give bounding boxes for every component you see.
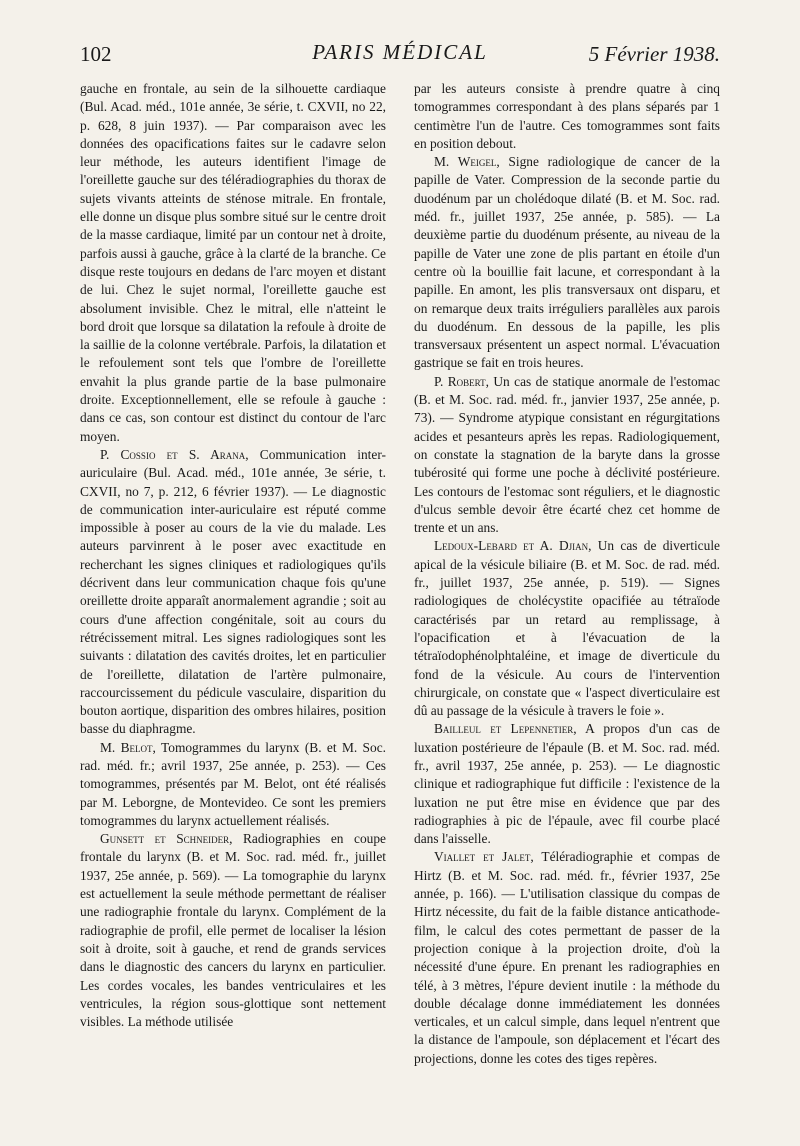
author-names: Gunsett et Schneider xyxy=(100,831,230,847)
paragraph-text: , Communication inter-auriculaire (Bul. Acad. méd., 101e année, 3e série, t. CXVII, no 7, p. 212, 6 février 1937). — Le diagnostic de communication inter-auriculaire est réputé comme impossible à poser au cours de la vie du malade. Les auteurs parvinrent à le poser avec exactitude en recherchant les signes cliniques et radiologiques qu'ils décrivent dans leur communication chaque fois qu'une oreillette droite apparaît anormalement agrandie ; soit au cours d'une affection congénitale, soit au cours du rétrécissement mitral. Les signes radiologiques sont les suivants : dilatation des cavités droites, let en particulier de l'oreillette, dilatation de l'artère pulmonaire, raccourcissement du pédicule vasculaire, disparition du bouton aortique, disparition des ombres hilaires, position basse du diaphragme. xyxy=(80,446,386,737)
right-column xyxy=(414,80,720,1068)
paragraph xyxy=(414,153,720,373)
paragraph-text: , A propos d'un cas de luxation postérieure de l'épaule (B. et M. Soc. rad. méd. fr., avril 1937, 25e année, p. 253). — Le diagnostic clinique et radiographique fut difficile : l'existence de la luxation ne put être mise en évidence que par des radiographies à pic de l'épaule, avec fil courbe placé dans l'aisselle. xyxy=(414,721,721,847)
left-column xyxy=(80,80,386,1031)
paragraph xyxy=(414,720,720,848)
paragraph-text: gauche en frontale, au sein de la silhouette cardiaque (Bul. Acad. méd., 101e année, 3e série, t. CXVII, no 22, p. 628, 8 juin 1937). — Par comparaison avec les données des opacifications faites sur le cadavre selon leur méthode, les auteurs identifient l'image de l'oreillette gauche sur des téléradiographies du thorax de sujets vivants atteints de sténose mitrale. En frontale, elle donne un disque plus sombre situé sur le centre droit de la masse cardiaque, limité par un contour net à droite, parfois aussi à gauche, grâce à la clarté de la branche. Ce disque reste toujours en dedans de l'arc moyen et distant de lui. Chez le sujet normal, l'oreillette gauche est absolument invisible. Chez le mitral, elle n'atteint le bord droit que lorsque sa dilatation la refoule à droite de la saillie de la colonne vertébrale. Parfois, la dilatation et le refoulement sont tels que l'ombre de l'oreillette envahit la plus grande partie de la base pulmonaire droite. Exceptionnellement, elle se refoule à gauche : dans ce cas, son contour est distinct du contour de l'arc moyen. xyxy=(80,81,386,444)
paragraph-text: , Tomogrammes du larynx (B. et M. Soc. rad. méd. fr.; avril 1937, 25e année, p. 253). — Ces tomogrammes, présentés par M. Belot, ont été réalisés par M. Leborgne, de Montevideo. Ce sont les premiers tomogrammes du larynx actuellement réalisés. xyxy=(80,739,386,828)
paragraph-text: , Téléradiographie et compas de Hirtz (B. et M. Soc. rad. méd. fr., février 1937, 25e année, p. 166). — L'utilisation classique du compas de Hirtz nécessite, du fait de la faible distance anticathode-film, le calcul des cotes permettant de passer de la projection conique à la projection droite, d'où la nécessité d'une épure. En prenant les radiographies en télé, à 3 mètres, l'épure devient inutile : la méthode du double décalage donne immédiatement les données verticales, et un calcul simple, dans lequel n'entrent que la distance de l'ampoule, son déplacement et l'écart des projections, donne les cotes des tiges repères. xyxy=(414,849,720,1066)
author-names: Ledoux-Lebard et A. Djian xyxy=(434,538,589,554)
paragraph xyxy=(414,80,720,153)
journal-title: PARIS MÉDICAL xyxy=(312,40,488,64)
paragraph xyxy=(414,848,720,1068)
paragraph-text: par les auteurs consiste à prendre quatre à cinq tomogrammes correspondant à des plans séparés par 1 centimètre l'un de l'autre. Ces tomogrammes sont faits en position debout. xyxy=(414,81,720,151)
page-number: 102 xyxy=(80,42,112,66)
page-header xyxy=(80,40,720,70)
author-names: Bailleul et Lepennetier xyxy=(434,721,574,737)
author-names: P. Robert xyxy=(434,373,486,389)
paragraph-text: , Radiographies en coupe frontale du larynx (B. et M. Soc. rad. méd. fr., juillet 1937, 25e année, p. 569). — La tomographie du larynx est actuellement la seule méthode permettant de réaliser une radiographie frontale du larynx. Complément de la radiographie de profil, elle permet de localiser la lésion soit à droite, soit à gauche, et rend de grands services dans le diagnostic des cancers du larynx en particulier. Les cordes vocales, les bandes ventriculaires et les ventricules, la région sous-glottique sont nettement visibles. La méthode utilisée xyxy=(80,831,386,1030)
paragraph xyxy=(80,80,386,446)
author-names: M. Belot xyxy=(100,739,153,755)
paragraph-text: , Un cas de statique anormale de l'estomac (B. et M. Soc. rad. méd. fr., janvier 1937, 25e année, p. 73). — Syndrome atypique consistant en régurgitations acides et pesanteurs après les repas. Radiologiquement, on constate la stagnation de la baryte dans la grosse tubérosité qui forme une poche à déclivité postérieure. Les contours de l'estomac sont réguliers, et le diagnostic d'ulcus semble devoir être écarté chez cet homme de trente et un ans. xyxy=(414,373,720,536)
paragraph xyxy=(80,830,386,1031)
paragraph xyxy=(80,446,386,739)
issue-date: 5 Février 1938. xyxy=(588,42,720,66)
paragraph xyxy=(414,537,720,720)
author-names: M. Weigel xyxy=(434,154,497,170)
paragraph xyxy=(414,373,720,538)
author-names: Viallet et Jalet xyxy=(434,849,531,865)
paragraph-text: , Signe radiologique de cancer de la papille de Vater. Compression de la seconde partie du duodénum par un cholédoque dilaté (B. et M. Soc. rad. méd. fr., juillet 1937, 25e année, p. 585). — La deuxième partie du duodénum présente, au niveau de la papille de Vater une zone de plis partant en étoile d'un centre où la bouillie fait lacune, et correspondant à la papille. En amont, les plis transversaux ont disparu, et on remarque deux traits irréguliers parallèles aux parois du duodénum. En dessous de la papille, les plis transversaux présentent un aspect normal. L'évacuation gastrique se fait en trois heures. xyxy=(414,154,720,371)
paragraph-text: , Un cas de diverticule apical de la vésicule biliaire (B. et M. Soc. de rad. méd. fr., juillet 1937, 25e année, p. 519). — Signes radiologiques de cholécystite opacifiée au tétraïode caractérisés par un retard au remplissage, à l'opacification et à l'évacuation de la tétraïodophénolphtaléine, et image de diverticule du fond de la vésicule. Au cours de l'intervention chirurgicale, on constate que « l'aspect diverticulaire est dû au passage de la vésicule à travers le foie ». xyxy=(414,538,720,719)
author-names: P. Cossio et S. Arana xyxy=(100,446,246,462)
paragraph xyxy=(80,739,386,830)
